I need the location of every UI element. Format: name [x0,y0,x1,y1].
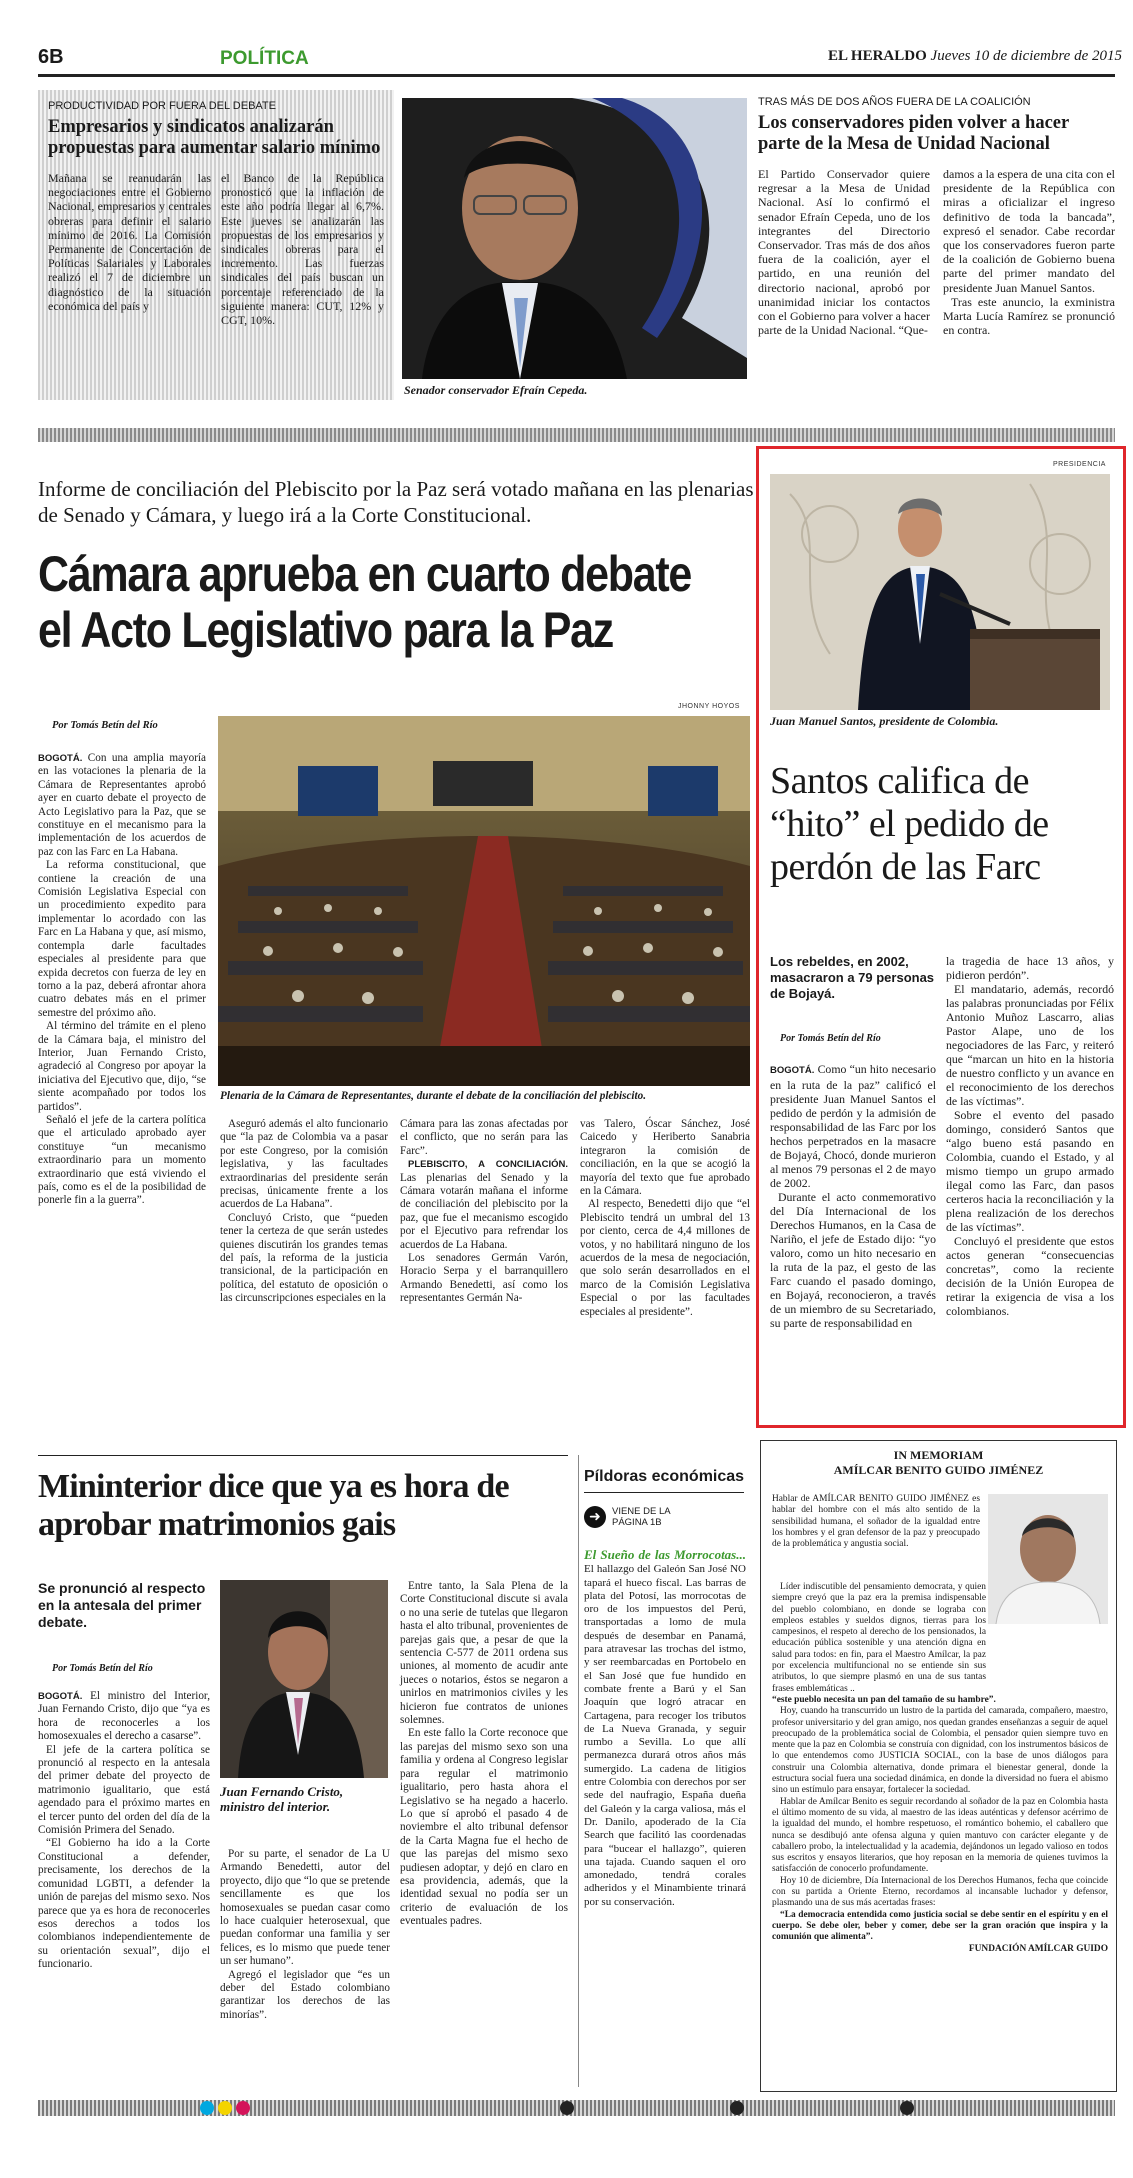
color-mark [236,2101,250,2115]
mininterior-column-2: Por su parte, el senador de La U Armando Benedetti, autor del proyecto, dijo que “lo que se pretende sencillamente es que los homosexuales se puedan casar como lo hace cualquier heterosexual, que puedan conformar una familia y ser felices, es lo mismo que puede tener un ser humano”. Agregó el legislador que “es un deber del Estado colombiano garantizar los derechos de las minorías”. [220,1848,390,2021]
main-headline: Cámara aprueba en cuarto debate el Acto Legislativo para la Paz [38,546,692,658]
registration-marks [200,2101,1100,2115]
main-column-1: BOGOTÁ. Con una amplia mayoría en las votaciones la plenaria de la Cámara de Representantes aprobó ayer en cuarto debate el proyecto de Acto Legislativo para la Paz, que se constituye en el mecanismo para la implementación de los acuerdos de paz con las Farc en La Habana. La reforma constitucional, que contiene la creación de una Comisión Legislativa Especial con un procedimiento expedito para implementar lo acordado con las Farc en La Habana y que, así mismo, contempla darle facultades especiales al presidente para que expida decretos con fuerza de ley en torno a la paz, deberá afrontar ahora cuatro debates más en el primer semestre del próximo año. Al término del trámite en el pleno de la Cámara baja, el ministro del Interior, Juan Fernando Cristo, agradeció al Congreso por apoyar la iniciativa del Ejecutivo que, dijo, “se siente acompañado por todos los partidos”. Señaló el jefe de la cartera política que el articulado aprobado ayer constituye “un mecanismo extraordinario para un momento extraordinario que está viviendo el país, como es el de la posibilidad de ponerle fin a la guerra”. [38,752,206,1207]
newspaper-name: EL HERALDO [828,48,927,64]
article-conservatives [758,96,1115,337]
photo-plenary [218,716,750,1086]
memoriam-title: IN MEMORIAM [893,1448,984,1462]
memoriam-text: Líder indiscutible del pensamiento democrata, y quien siempre creyó que la paz era la premisa indispensable del pueblo colombiano, en donde se lograba con empleos estables y sueldos dignos, tierras para los campesinos, el respeto al derecho de los pensionados, la educación pública sostenible y una atención digna en salud para todos: en fin, para el Maestro Amílcar, la paz por excelencia multifuncional no se entiende sin sus atributos, lo que siempre plasmó en una de sus tantas frases emblemáticas .. “este pueblo necesita un pan del tamaño de su hambre”. Hoy, cuando ha transcurrido un lustro de la partida del camarada, compañero, maestro, profesor universitario y del gran amigo, nos quedan grandes enseñanzas a seguir de aquel preocupado de la problemática social de Colombia, el pensador quien siempre tuvo en mente que la paz en Colombia se construía con dignidad, con los instrumentos básicos de lo que entendemos como JUSTICIA SOCIAL, con la base de unos diálogos para construir una Colombia alternativa, donde primara el bienestar general, donde la estructura social fuera una sociedad dinámica, en donde la diversidad no fuera el abismo sino un estímulo para ensayar, fortalecer la sociedad. Hablar de Amílcar Benito es seguir recordando al soñador de la paz en Colombia hasta el último momento de su vida, al maestro de las ideas auténticas y defensor acérrimo de la igualdad del mundo, el hombre respetuoso, el romántico bohemio, el caballero que nunca se desdibujó ante ofensa alguna y quien mantuvo con carácter elegante y de caballero probo, la intelectualidad y la academia, dejándonos un legado valioso en todos sus escritos y ensayos literarios, que hoy reposan en la memoria de quienes tuvimos la satisfacción de conocerlo profundamente. Hoy 10 de diciembre, Día Internacional de los Derechos Humanos, fecha que coincide con su partida a Oriente Eterno, recordamos al incansable luchador y defensor, plasmando una de sus más acertadas frases: “La democracia entendida como justicia social se debe sentir en el espíritu y en el cuerpo. Se debe oler, beber y comer, debe ser la gran oración que inspira y la comunión que alimenta”. FUNDACIÓN AMÍLCAR GUIDO [772,1582,1108,1954]
section-rule [38,1455,568,1456]
pildoras-text: El Sueño de las Morrocotas... El hallazgo del Galeón San José NO tapará el hueco fiscal. Las barras de plata del Potosí, las morrocotas de oro de los impuestos del Perú, transportadas a lomo de mula después de desembar en Panamá, para atravesar las trochas del istmo, y ser reembarcadas en Portobelo en el San José que fue hundido en combate frente a Barú y el San Joaquín que logró atracar en Cartagena, para recoger los tributos de La Nueva Granada, y seguir rumbo a Sevilla. Lo que allí permanezca durará otros años más sumergido. La cadena de litigios entre Colombia con derechos por ser sede del naufragio, España dueña del Galeón y la carga valiosa, más el Dr. Danilo, apoderado de la Cía Search que facilitó las coordenadas para “bucear el hallazgo”, quieren una tajada. Cuando saquen el oro amonedado, tendrá corales adheridos y el Minambiente trinará por su conservación. [584,1547,746,1908]
section-name: POLÍTICA [220,48,309,69]
subhead: PLEBISCITO, A CONCILIACIÓN. [408,1159,568,1171]
brief-salary [48,100,384,327]
brief-column: Mañana se reanudarán las negociaciones entre el Gobierno Nacional, empresarios y centrales obreras para definir el salario mínimo de 2016. La Comisión Permanente de Concertación de Políticas Salariales y Laborales realizó el 7 de diciembre un diagnóstico de la situación económica del país y [48,171,211,313]
pildoras-lead: El Sueño de las Morrocotas... [584,1547,746,1562]
mininterior-column-3: Entre tanto, la Sala Plena de la Corte Constitucional discute si avala o no una serie de tutelas que llegaron hasta el alto tribunal, provenientes de parejas gais que, a pesar de que la sentencia C-577 de 2011 ordena sus uniones, al momento de acudir ante jueces o notarios, éstos se negaron a unirlos en matrimonios civiles y les hicieron fue contratos de uniones solemnes. En este fallo la Corte reconoce que las parejas del mismo sexo son una familia y ordena al Congreso legislar para regular el matrimonio igualitario, pero hasta ahora el Legislativo se ha negado a hacerlo. Lo que sí aprobó el pasado 4 de noviembre el alto tribunal defensor de la Carta Magna fue el hecho de que las parejas del mismo sexo pudiesen adoptar, y dejó en claro en esa providencia, además, que la identidad sexual no podía ser un criterio de evaluación de los eventuales padres. [400,1580,568,1928]
arrow-right-circle-icon: ➜ [584,1506,606,1528]
pildoras-link-text: VIENE DE LA PÁGINA 1B [612,1506,671,1528]
memoriam-quote: “La democracia entendida como justicia social se debe sentir en el espíritu y en el cuerpo. Se debe oler, beber y comer, debe ser la gran oración que inspira y la comunión que alimenta”. [772,1909,1108,1943]
separator-band [38,428,1115,442]
byline: Por Tomás Betín del Río [52,720,158,731]
photo-santos [770,474,1110,710]
color-mark [560,2101,574,2115]
memoriam-text-top: Hablar de AMÍLCAR BENITO GUIDO JIMÉNEZ es hablar del hombre con el más alto sentido de la sensibilidad humana, el soñador de la igualdad entre los hombres y el gran defensor de la paz y preocupado de la problemática y angustia social. [772,1494,980,1550]
main-column-3: Cámara para las zonas afectadas por el conflicto, que no serán para las Farc”. PLEBISCITO, A CONCILIACIÓN. Las plenarias del Senado y la Cámara votarán mañana el informe de conciliación del plebiscito por la paz, que fue el mecanismo escogido por el Ejecutivo para refrendar los acuerdos de La Habana. Los senadores Germán Varón, Horacio Serpa y el barranquillero Armando Benedetti, así como los representantes Germán Na- [400,1118,568,1305]
santos-deck: Los rebeldes, en 2002, masacraron a 79 personas de Bojayá. [770,954,935,1001]
santos-photo-illustration [770,474,1110,710]
mininterior-column-1: BOGOTÁ. El ministro del Interior, Juan Fernando Cristo, dijo que “ya es hora de reconocerles a los homosexuales el derecho a casarse”. El jefe de la cartera política se pronunció al respecto en la antesala del primer debate del proyecto de matrimonio igualitario, que está agendado para el próximo martes en el tercer punto del orden del día de la Comisión Primera del Senado. “El Gobierno ha ido a la Corte Constitucional a defender, precisamente, los derechos de la comunidad LGBTI, a defender la unión de parejas del mismo sexo. Nos parece que ya es hora de reconocerles esos derechos a todos los colombianos independientemente de su orientación sexual”, dijo el funcionario. [38,1690,210,1971]
color-mark [218,2101,232,2115]
kicker: TRAS MÁS DE DOS AÑOS FUERA DE LA COALICIÓN [758,96,1031,108]
mininterior-headline: Mininterior dice que ya es hora de aprobar matrimonios gais [38,1468,509,1543]
santos-headline: Santos califica de “hito” el pedido de perdón de las Farc [770,760,1049,888]
photo-caption: Juan Manuel Santos, presidente de Colombia. [770,714,999,728]
kicker: PRODUCTIVIDAD POR FUERA DEL DEBATE [48,100,276,112]
plenary-photo-illustration [218,716,750,1086]
byline: Por Tomás Betín del Río [780,1033,881,1044]
dateline-city: BOGOTÁ. [38,1691,83,1702]
photo-credit: JHONNY HOYOS [678,703,740,710]
photo-caption: Senador conservador Efraín Cepeda. [404,383,588,397]
color-mark [900,2101,914,2115]
color-mark [730,2101,744,2115]
santos-column-1: BOGOTÁ. Como “un hito necesario en la ruta de la paz” calificó el presidente Juan Manuel Santos el pedido de perdón y la admisión de responsabilidad de las Farc por los hechos perpetrados en la masacre de Bojayá, Chocó, donde murieron al menos 79 personas el 2 de mayo de 2002. Durante el acto conmemorativo del Día Internacional de los Derechos Humanos, en la Casa de Nariño, el jefe de Estado dijo: “yo valoro, como un hito necesario en la ruta de la paz, el gesto de las Farc cuando el pasado domingo, en Bojayá, reconocieron, a través de un miembro de su Secretariado, su parte de responsabilidad en [770,1062,936,1330]
cristo-photo-illustration [220,1580,388,1778]
photo-credit: PRESIDENCIA [1053,461,1106,468]
page-number: 6B [38,46,64,68]
color-mark [200,2101,214,2115]
memoriam-name: AMÍLCAR BENITO GUIDO JIMÉNEZ [833,1463,1044,1477]
byline: Por Tomás Betín del Río [52,1663,153,1674]
masthead [828,48,1122,65]
headline: Empresarios y sindicatos analizarán propuestas para aumentar salario mínimo [48,117,381,158]
issue-date: Jueves 10 de diciembre de 2015 [930,48,1122,64]
dateline-city: BOGOTÁ. [38,753,83,764]
brief-column: el Banco de la República pronosticó que la inflación de este año podría llegar al 6,7%. Este jueves se analizarán las propuestas de los empresarios y sindicales obreras para el incremento. Las fuerzas sindicales del país buscan un porcentaje referenciado de la siguiente manera: CUT, 12% y CGT, 10%. [221,171,384,328]
header-rule [38,74,1115,77]
photo-cepeda [402,98,747,379]
mininterior-deck: Se pronunció al respecto en la antesala del primer debate. [38,1580,206,1630]
main-column-4: vas Talero, Óscar Sánchez, José Caicedo y Heriberto Sanabria integraron la comisión de conciliación, en la que se acogió la mayoría del texto que fue aprobado en la Cámara. Al respecto, Benedetti dijo que “el Plebiscito tendrá un umbral del 13 por ciento, cerca de 4,4 millones de votos, y no habilitará ninguno de los acuerdos de la mesa de negociación, que solo serán desarrollados en el marco de la Comisión Legislativa Especial o por las facultades especiales al presidente”. [580,1118,750,1318]
dateline-city: BOGOTÁ. [770,1065,815,1076]
article-column: El Partido Conservador quiere regresar a la Mesa de Unidad Nacional. Así lo confirmó el senador Efraín Cepeda, uno de los integrantes del Directorio Conservador. Tras más de dos años fuera de la coalición, ayer el partido, en una reunión del directorio nacional, aprobó por unanimidad iniciar los contactos con el Gobierno para volver a hacer parte de la Unidad Nacional. “Que- [758,167,930,338]
photo-cristo [220,1580,388,1778]
article-column: damos a la espera de una cita con el presidente de la República con miras a oficializar el ingreso definitivo de toda la bancada”, expresó el senador. Cabe recordar que los conservadores fueron parte de la coalición de Gobierno buena parte del primer mandato del presidente Juan Manuel Santos. Tras este anuncio, la exministra Marta Lucía Ramírez se pronunció en contra. [943,167,1115,338]
pildoras-rule [584,1492,744,1493]
senator-photo-illustration [402,98,747,379]
memoriam-emblematic-phrase: “este pueblo necesita un pan del tamaño de su hambre”. [772,1694,996,1705]
photo-caption: Plenaria de la Cámara de Representantes, durante el debate de la conciliación del plebiscito. [220,1090,647,1102]
headline: Los conservadores piden volver a hacer parte de la Mesa de Unidad Nacional [758,113,1069,154]
santos-column-2: la tragedia de hace 13 años, y pidieron perdón”. El mandatario, además, recordó las palabras pronunciadas por Félix Antonio Muñoz Lascarro, alias Pastor Alape, uno de los negociadores de las Farc, y reiteró que “marcan un hito en la historia de nuestro conflicto y un avance en el reconocimiento de los derechos de las víctimas”. Sobre el evento del pasado domingo, consideró Santos que “algo bueno está pasando en Colombia, cuando el Estado, y al mismo tiempo un grupo armado ilegal como las Farc, dan pasos certeros hacia la reconciliación y la plena realización de los derechos de las víctimas”. Concluyó el presidente que estos actos generan “consecuencias concretas”, como la reciente decisión de la Unión Europea de retirar la exigencia de visa a los colombianos. [946,954,1114,1318]
photo-caption: Juan Fernando Cristo, ministro del interior. [220,1784,344,1814]
pildoras-title: Píldoras económicas [584,1468,745,1485]
memoriam-signature: FUNDACIÓN AMÍLCAR GUIDO [968,1943,1108,1954]
main-column-2: Aseguró además el alto funcionario que “la paz de Colombia va a pasar por este Congreso, por la comisión legislativa, y las facultades extraordinarias del presidente serán precisas, únicamente frente a los acuerdos de La Habana”. Concluyó Cristo, que “pueden tener la certeza de que serán ustedes quienes discutirán los grandes temas del país, la reforma de la justicia transicional, de la participación en política, del estatuto de oposición o las circunscripciones especiales en la [220,1118,388,1305]
pildoras-link[interactable] [584,1506,744,1528]
main-deck: Informe de conciliación del Plebiscito por la Paz será votado mañana en las plenarias de Senado y Cámara, y luego irá a la Corte Constitucional. [38,477,754,527]
